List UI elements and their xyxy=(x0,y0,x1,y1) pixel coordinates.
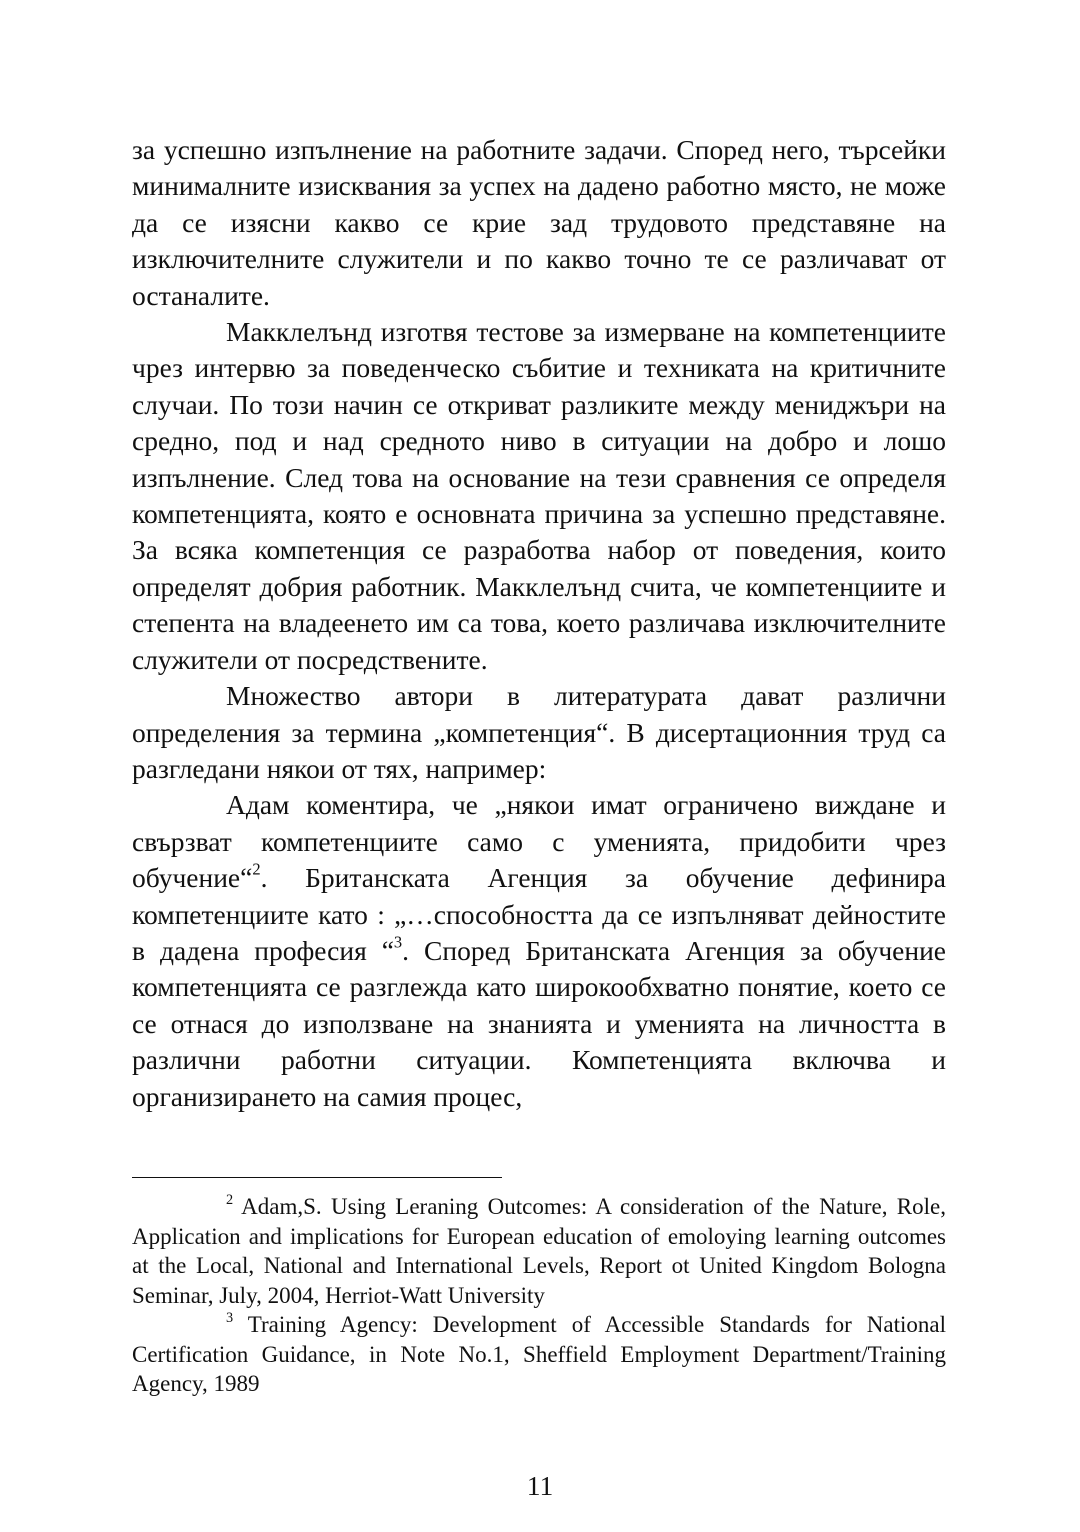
footnote xyxy=(132,1192,946,1310)
footnotes xyxy=(132,1192,946,1399)
paragraph: Множество автори в литературата дават различни определения за термина „компетенция“. В дисертационния труд са разгледани някои от тях, например: xyxy=(132,680,946,784)
main-text xyxy=(132,132,946,1115)
footnote xyxy=(132,1310,946,1399)
paragraph-text: . Британската Агенция за обучение дефинира компетенциите като : „…способността да се изпълняват дейностите в дадена професия “ xyxy=(132,862,946,966)
footnote-text: Training Agency: Development of Accessible Standards for National Certification Guidance, in Note No.1, Sheffield Employment Department/Training Agency, 1989 xyxy=(132,1312,946,1396)
footnote-text: Adam,S. Using Leraning Outcomes: A consideration of the Nature, Role, Application and implications for European education of emoloying learning outcomes at the Local, National and International Levels, Report ot United Kingdom Bologna Seminar, July, 2004, Herriot-Watt University xyxy=(132,1194,946,1308)
paragraph-text: . Според Британската Агенция за обучение компетенцията се разглежда като широкообхватно понятие, което се се отнася до използване на знанията и уменията на личността в различни работни ситуации. Компетенцията включва и организирането на самия процес, xyxy=(132,934,946,1112)
footnote-reference[interactable]: 3 xyxy=(393,932,403,952)
paragraph: за успешно изпълнение на работните задачи. Според него, търсейки минималните изисквания за успех на дадено работно място, не може да се изясни какво се крие зад трудовото представяне на изключителните служители и по какво точно те се различават от останалите. xyxy=(132,134,946,311)
footnote-reference[interactable]: 2 xyxy=(252,859,261,879)
paragraph: Макклелънд изготвя тестове за измерване на компетенциите чрез интервю за поведенческо събитие и техниката на критичните случаи. По този начин се откриват разликите между мениджъри на средно, под и над средното ниво в ситуации на добро и лошо изпълнение. След това на основание на тези сравнения се определя компетенцията, която е основната причина за успешно представяне. За всяка компетенция се разработва набор от поведения, които определят добрия работник. Макклелънд счита, че компетенциите и степента на владеенето им са това, което различава изключителните служители от посредствените. xyxy=(132,316,946,675)
paragraph-text: Адам коментира, че „някои имат ограничено виждане и свързват компетенциите само с уменията, придобити чрез обучение“ xyxy=(132,789,946,894)
footnote-separator xyxy=(132,1177,502,1178)
footnote-number: 3 xyxy=(226,1310,234,1327)
page-number: 11 xyxy=(526,1470,554,1501)
paragraph xyxy=(132,787,946,1115)
footnote-number: 2 xyxy=(226,1192,234,1209)
